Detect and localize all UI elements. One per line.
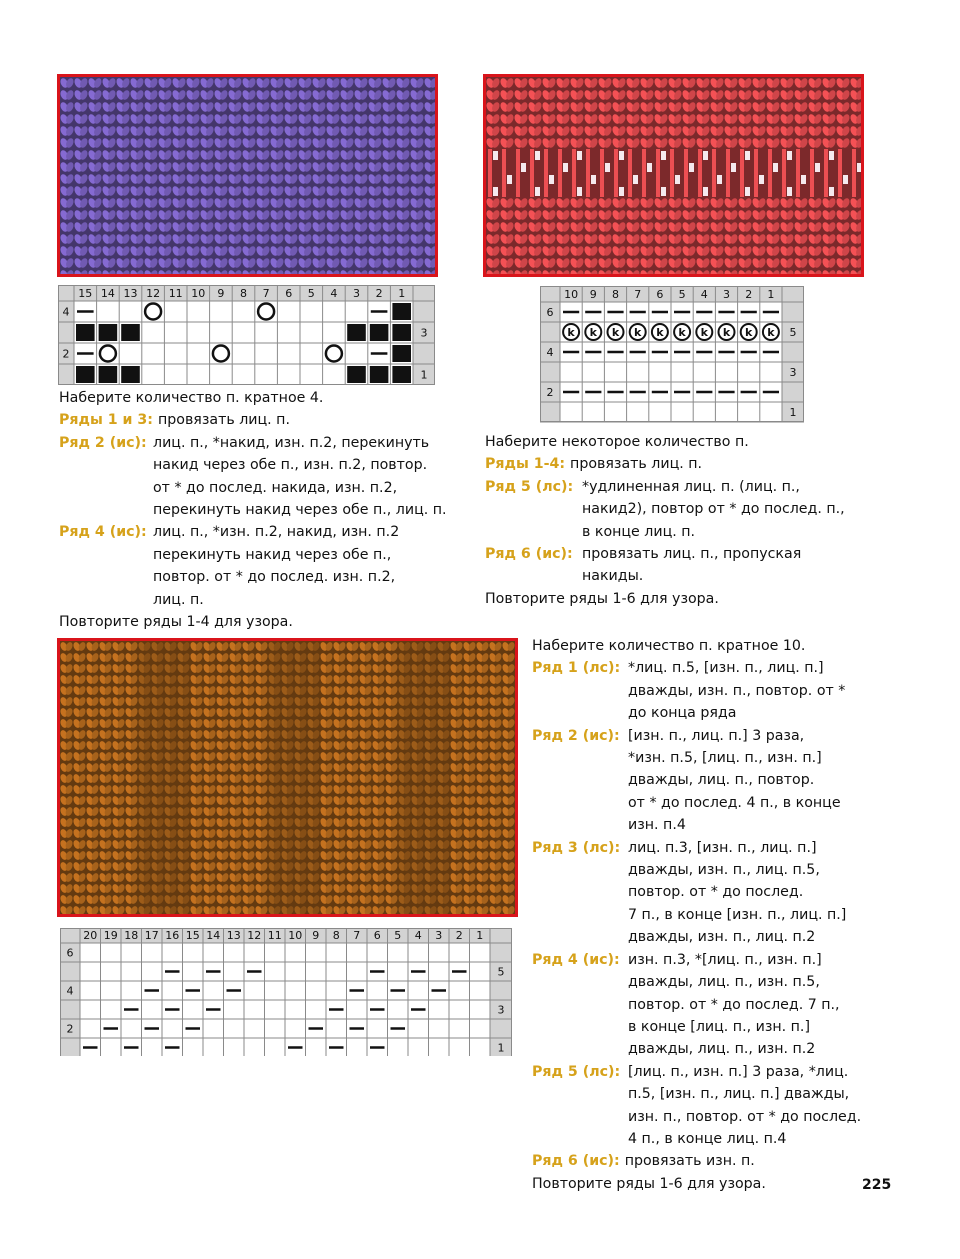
chart-symbol-black: [347, 366, 366, 383]
row-label: Ряд 5 (лс):: [532, 1063, 621, 1080]
chart-col-number: 6: [656, 288, 664, 301]
chart-row-number-left: 2: [62, 347, 70, 361]
row-text-block: [582, 476, 845, 543]
chart-symbol-k-letter: k: [722, 326, 731, 339]
chart-col-number: 3: [353, 287, 360, 300]
pattern2-outro: Повторите ряды 1-6 для узора.: [485, 590, 719, 607]
chart-col-number: 13: [123, 287, 138, 300]
row-text: провязать изн. п.: [624, 1153, 755, 1170]
row-text: дважды, изн. п., лиц. п.5,: [628, 862, 820, 879]
row-label: Ряд 1 (лс):: [532, 660, 621, 677]
row-text: повтор. от * до послед. изн. п.2,: [153, 569, 396, 586]
chart-col-number: 1: [476, 929, 484, 942]
pattern1-row-block: [59, 521, 447, 611]
row-text: дважды, лиц. п., повтор.: [628, 772, 815, 789]
row-text: дважды, лиц. п., изн. п.2: [628, 1041, 816, 1058]
row-text: повтор. от * до послед. 7 п.,: [628, 996, 840, 1013]
row-text-block: [628, 1061, 861, 1151]
chart-col-number: 8: [612, 288, 619, 301]
chart-col-number: 4: [330, 287, 338, 300]
pattern1-row-block: [59, 409, 447, 431]
row-text: провязать лиц. п.: [157, 412, 290, 429]
row-text-block: [628, 725, 841, 837]
chart-col-number: 12: [146, 287, 161, 300]
chart-symbol-black: [370, 324, 389, 341]
chart-col-number: 5: [307, 287, 315, 300]
pattern2-instructions: [485, 431, 845, 610]
row-text-block: [628, 837, 846, 949]
pattern2-row-block: [485, 476, 845, 543]
chart-col-number: 14: [206, 929, 221, 942]
row-label: Ряд 2 (ис):: [59, 434, 147, 451]
chart-symbol-k-letter: k: [656, 326, 664, 339]
chart-row-number-left: 4: [66, 984, 74, 998]
chart-col-number: 10: [564, 288, 579, 301]
row-text: накиды.: [582, 568, 644, 585]
row-label: Ряды 1 и 3:: [59, 412, 153, 429]
chart-col-number: 13: [226, 929, 241, 942]
chart-col-number: 15: [78, 287, 93, 300]
chart-row-number-right: 3: [789, 366, 797, 379]
chart-col-number: 1: [398, 287, 406, 300]
chart-row-number-left: 2: [66, 1022, 74, 1036]
row-text: *лиц. п.5, [изн. п., лиц. п.]: [628, 660, 824, 677]
chart-symbol-k-letter: k: [634, 326, 642, 339]
chart-symbol-circle: [326, 346, 342, 362]
chart-col-number: 6: [373, 929, 381, 942]
chart-symbol-black: [392, 303, 411, 320]
chart-row-number-left: 6: [66, 946, 74, 960]
chart-col-number: 7: [262, 287, 270, 300]
pattern3-row-block: [532, 1061, 861, 1151]
chart-symbol-black: [76, 324, 95, 341]
chart-col-number: 5: [394, 929, 402, 942]
row-text: дважды, изн. п., лиц. п.2: [628, 929, 816, 946]
row-text: изн. п.4: [628, 817, 686, 834]
pattern2-chart-svg: [540, 286, 812, 423]
row-text: провязать лиц. п., пропуская: [582, 546, 802, 563]
row-text-block: [582, 543, 801, 588]
row-text: накид через обе п., изн. п.2, повтор.: [153, 457, 428, 474]
chart-row-number-right: 5: [789, 326, 797, 339]
chart-row-number-right: 3: [497, 1003, 505, 1017]
row-text: [изн. п., лиц. п.] 3 раза,: [628, 727, 805, 744]
chart-symbol-circle: [145, 304, 161, 320]
chart-col-number: 2: [455, 929, 463, 942]
chart-col-number: 8: [332, 929, 340, 942]
chart-symbol-k-letter: k: [678, 326, 686, 339]
chart-symbol-black: [347, 324, 366, 341]
pattern3-row-block: [532, 949, 861, 1061]
chart-symbol-black: [76, 366, 95, 383]
chart-col-number: 18: [124, 929, 139, 942]
chart-row-number-right: 5: [497, 965, 505, 979]
row-text: до конца ряда: [628, 705, 737, 722]
row-text-block: [153, 521, 399, 611]
row-text: повтор. от * до послед.: [628, 884, 804, 901]
pattern1-chart-svg: [58, 285, 440, 385]
row-text: провязать лиц. п.: [570, 456, 703, 473]
row-text: 7 п., в конце [изн. п., лиц. п.]: [628, 906, 847, 923]
chart-col-number: 3: [435, 929, 443, 942]
pattern3-row-block: [532, 657, 861, 724]
chart-col-number: 4: [700, 288, 708, 301]
pattern1-intro: Наберите количество п. кратное 4.: [59, 390, 324, 406]
row-text: перекинуть накид через обе п., лиц. п.: [153, 502, 447, 519]
chart-col-number: 7: [634, 288, 642, 301]
chart-col-number: 12: [247, 929, 262, 942]
row-text: [лиц. п., изн. п.] 3 раза, *лиц.: [628, 1063, 849, 1080]
chart-symbol-k-letter: k: [589, 326, 597, 339]
chart-row-number-left: 4: [62, 305, 70, 319]
chart-symbol-black: [392, 366, 411, 383]
pattern3-outro: Повторите ряды 1-6 для узора.: [532, 1175, 766, 1192]
row-label: Ряд 4 (ис):: [532, 951, 620, 968]
chart-symbol-k-letter: k: [700, 326, 708, 339]
row-label: Ряд 6 (ис):: [485, 546, 573, 563]
chart-col-number: 14: [100, 287, 115, 300]
row-text: от * до послед. 4 п., в конце: [628, 794, 841, 811]
chart-col-number: 19: [103, 929, 118, 942]
pattern3-instructions: [532, 635, 861, 1195]
chart-symbol-black: [121, 366, 140, 383]
row-text: дважды, лиц. п., изн. п.5,: [628, 974, 820, 991]
row-text: лиц. п.3, [изн. п., лиц. п.]: [628, 839, 817, 856]
chart-row-number-left: 2: [546, 386, 554, 399]
chart-symbol-black: [392, 345, 411, 362]
chart-col-number: 11: [267, 929, 282, 942]
row-label: Ряд 4 (ис):: [59, 524, 147, 541]
chart-col-number: 10: [288, 929, 303, 942]
chart-symbol-black: [121, 324, 140, 341]
chart-symbol-circle: [213, 346, 229, 362]
chart-col-number: 4: [414, 929, 422, 942]
pattern3-row-block: [532, 837, 861, 949]
chart-col-number: 9: [589, 288, 597, 301]
chart-symbol-k-letter: k: [611, 326, 620, 339]
row-text: 4 п., в конце лиц. п.4: [628, 1130, 787, 1147]
chart-col-number: 11: [168, 287, 183, 300]
chart-col-number: 2: [375, 287, 383, 300]
chart-col-number: 15: [185, 929, 200, 942]
chart-row-number-left: 6: [546, 306, 554, 319]
pattern2-chart: [540, 286, 812, 423]
row-text-block: [628, 949, 840, 1061]
chart-symbol-circle: [258, 304, 274, 320]
row-text: лиц. п., *накид, изн. п.2, перекинуть: [153, 434, 430, 451]
row-label: Ряд 5 (лс):: [485, 478, 574, 495]
row-text: лиц. п.: [153, 591, 204, 608]
chart-symbol-black: [392, 324, 411, 341]
row-text: лиц. п., *изн. п.2, накид, изн. п.2: [153, 524, 400, 541]
row-label: Ряд 3 (лс):: [532, 839, 621, 856]
chart-col-number: 2: [745, 288, 753, 301]
row-text: *изн. п.5, [лиц. п., изн. п.]: [628, 750, 822, 767]
row-text: дважды, изн. п., повтор. от *: [628, 682, 846, 699]
purple-knit-swatch: [57, 74, 438, 277]
row-text: в конце [лиц. п., изн. п.]: [628, 1018, 810, 1035]
chart-col-number: 1: [767, 288, 775, 301]
chart-symbol-black: [99, 324, 118, 341]
pattern3-row-block: [532, 725, 861, 837]
chart-col-number: 3: [723, 288, 730, 301]
row-text: от * до послед. накида, изн. п.2,: [153, 479, 398, 496]
pattern2-intro: Наберите некоторое количество п.: [485, 434, 749, 450]
pattern1-instructions: [59, 387, 447, 633]
row-label: Ряд 2 (ис):: [532, 727, 620, 744]
chart-symbol-circle: [100, 346, 116, 362]
chart-row-number-right: 1: [497, 1041, 505, 1055]
pattern3-intro: Наберите количество п. кратное 10.: [532, 638, 806, 654]
chart-col-number: 7: [353, 929, 361, 942]
pattern3-chart: [60, 928, 516, 1056]
pattern3-chart-svg: [60, 928, 516, 1056]
row-text: п.5, [изн. п., лиц. п.] дважды,: [628, 1086, 850, 1103]
chart-row-number-left: 4: [546, 346, 554, 359]
chart-col-number: 5: [678, 288, 686, 301]
brown-knit-swatch: [57, 638, 518, 917]
chart-row-number-right: 1: [789, 406, 797, 419]
chart-col-number: 9: [312, 929, 320, 942]
pattern3-row-block: [532, 1150, 861, 1172]
chart-row-number-right: 1: [420, 368, 428, 382]
chart-col-number: 10: [191, 287, 206, 300]
row-text-block: [153, 432, 447, 522]
page-number: 225: [862, 1177, 892, 1193]
chart-symbol-black: [99, 366, 118, 383]
chart-col-number: 16: [165, 929, 180, 942]
row-text: изн. п.3, *[лиц. п., изн. п.]: [628, 951, 822, 968]
pattern2-row-block: [485, 543, 845, 588]
chart-col-number: 20: [83, 929, 98, 942]
chart-row-number-right: 3: [420, 326, 428, 340]
pattern1-row-block: [59, 432, 447, 522]
chart-symbol-k-letter: k: [567, 326, 575, 339]
pattern2-row-block: [485, 453, 845, 475]
row-label: Ряды 1-4:: [485, 456, 566, 473]
row-text: *удлиненная лиц. п. (лиц. п.,: [582, 478, 800, 495]
chart-col-number: 6: [285, 287, 293, 300]
chart-symbol-black: [370, 366, 389, 383]
chart-col-number: 9: [217, 287, 225, 300]
row-text: изн. п., повтор. от * до послед.: [628, 1108, 862, 1125]
row-text: накид2), повтор от * до послед. п.,: [582, 501, 845, 518]
pattern1-outro: Повторите ряды 1-4 для узора.: [59, 614, 293, 631]
row-text: перекинуть накид через обе п.,: [153, 546, 392, 563]
row-text: в конце лиц. п.: [582, 523, 696, 540]
row-text-block: [628, 657, 845, 724]
chart-col-number: 17: [144, 929, 159, 942]
pattern1-chart: [58, 285, 440, 385]
red-knit-swatch: [483, 74, 864, 277]
chart-col-number: 8: [240, 287, 247, 300]
chart-symbol-k-letter: k: [745, 326, 753, 339]
row-label: Ряд 6 (ис):: [532, 1153, 620, 1170]
chart-symbol-k-letter: k: [767, 326, 775, 339]
